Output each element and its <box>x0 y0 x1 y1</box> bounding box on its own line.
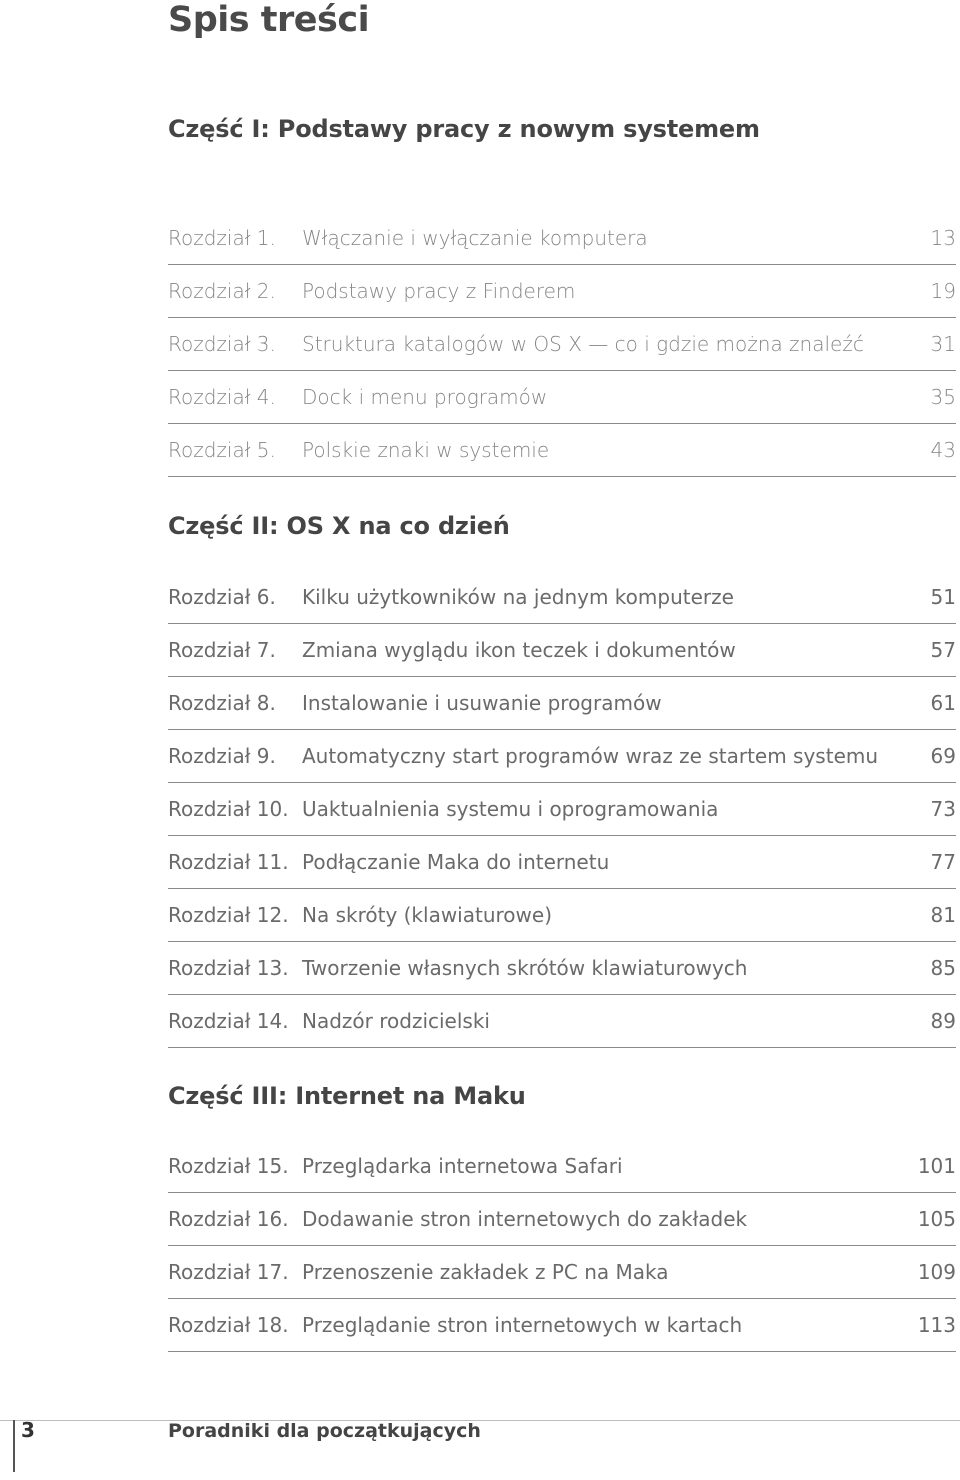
part-2-heading: Część II: OS X na co dzień <box>168 512 510 540</box>
chapter-title: Polskie znaki w systemie <box>302 438 550 462</box>
toc-row[interactable] <box>168 318 956 371</box>
toc-row[interactable] <box>168 1299 956 1352</box>
chapter-number: Rozdział 4. <box>168 385 276 409</box>
part-1-heading: Część I: Podstawy pracy z nowym systemem <box>168 115 760 143</box>
chapter-page: 77 <box>930 850 956 874</box>
page-title: Spis treści <box>168 0 370 40</box>
chapter-number: Rozdział 17. <box>168 1260 289 1284</box>
chapter-number: Rozdział 10. <box>168 797 289 821</box>
chapter-number: Rozdział 13. <box>168 956 289 980</box>
chapter-page: 109 <box>917 1260 956 1284</box>
chapter-title: Tworzenie własnych skrótów klawiaturowych <box>302 956 748 980</box>
toc-row[interactable] <box>168 571 956 624</box>
chapter-page: 43 <box>930 438 956 462</box>
part-3-heading: Część III: Internet na Maku <box>168 1082 526 1110</box>
toc-row[interactable] <box>168 1246 956 1299</box>
toc-row[interactable] <box>168 942 956 995</box>
chapter-number: Rozdział 12. <box>168 903 289 927</box>
chapter-page: 101 <box>917 1154 956 1178</box>
chapter-number: Rozdział 16. <box>168 1207 289 1231</box>
toc-row[interactable] <box>168 371 956 424</box>
chapter-title: Podstawy pracy z Finderem <box>302 279 576 303</box>
part-1-chapter-list <box>168 212 956 477</box>
chapter-page: 89 <box>930 1009 956 1033</box>
chapter-number: Rozdział 2. <box>168 279 276 303</box>
chapter-title: Nadzór rodzicielski <box>302 1009 490 1033</box>
part-3-chapter-list <box>168 1140 956 1352</box>
chapter-title: Podłączanie Maka do internetu <box>302 850 610 874</box>
chapter-title: Dock i menu programów <box>302 385 548 409</box>
toc-row[interactable] <box>168 624 956 677</box>
toc-row[interactable] <box>168 265 956 318</box>
toc-row[interactable] <box>168 995 956 1048</box>
footer-series-title: Poradniki dla początkujących <box>168 1420 481 1442</box>
toc-row[interactable] <box>168 783 956 836</box>
chapter-title: Automatyczny start programów wraz ze startem systemu <box>302 744 879 768</box>
chapter-number: Rozdział 6. <box>168 585 276 609</box>
chapter-title: Zmiana wyglądu ikon teczek i dokumentów <box>302 638 736 662</box>
chapter-page: 113 <box>917 1313 956 1337</box>
toc-row[interactable] <box>168 1193 956 1246</box>
part-2-chapter-list <box>168 571 956 1048</box>
chapter-title: Uaktualnienia systemu i oprogramowania <box>302 797 719 821</box>
chapter-title: Przenoszenie zakładek z PC na Maka <box>302 1260 669 1284</box>
chapter-number: Rozdział 14. <box>168 1009 289 1033</box>
chapter-page: 85 <box>930 956 956 980</box>
chapter-number: Rozdział 8. <box>168 691 276 715</box>
chapter-page: 51 <box>930 585 956 609</box>
footer-page-number: 3 <box>21 1418 35 1442</box>
toc-row[interactable] <box>168 730 956 783</box>
chapter-number: Rozdział 9. <box>168 744 276 768</box>
toc-row[interactable] <box>168 424 956 477</box>
chapter-page: 19 <box>930 279 956 303</box>
footer-marker <box>13 1420 15 1472</box>
toc-row[interactable] <box>168 889 956 942</box>
chapter-number: Rozdział 5. <box>168 438 276 462</box>
chapter-number: Rozdział 3. <box>168 332 276 356</box>
chapter-title: Instalowanie i usuwanie programów <box>302 691 662 715</box>
chapter-title: Włączanie i wyłączanie komputera <box>302 226 648 250</box>
chapter-page: 69 <box>930 744 956 768</box>
chapter-number: Rozdział 11. <box>168 850 289 874</box>
chapter-number: Rozdział 18. <box>168 1313 289 1337</box>
chapter-title: Na skróty (klawiaturowe) <box>302 903 552 927</box>
chapter-title: Przeglądarka internetowa Safari <box>302 1154 623 1178</box>
chapter-page: 73 <box>930 797 956 821</box>
chapter-title: Kilku użytkowników na jednym komputerze <box>302 585 734 609</box>
chapter-title: Przeglądanie stron internetowych w kartach <box>302 1313 743 1337</box>
chapter-title: Dodawanie stron internetowych do zakładek <box>302 1207 748 1231</box>
chapter-number: Rozdział 1. <box>168 226 276 250</box>
toc-row[interactable] <box>168 677 956 730</box>
toc-row[interactable] <box>168 212 956 265</box>
chapter-page: 105 <box>917 1207 956 1231</box>
chapter-page: 13 <box>930 226 956 250</box>
toc-row[interactable] <box>168 836 956 889</box>
chapter-page: 31 <box>930 332 956 356</box>
chapter-page: 57 <box>930 638 956 662</box>
chapter-page: 35 <box>930 385 956 409</box>
chapter-number: Rozdział 7. <box>168 638 276 662</box>
chapter-number: Rozdział 15. <box>168 1154 289 1178</box>
chapter-page: 81 <box>930 903 956 927</box>
toc-row[interactable] <box>168 1140 956 1193</box>
chapter-title: Struktura katalogów w OS X — co i gdzie można znaleźć <box>302 332 864 356</box>
chapter-page: 61 <box>930 691 956 715</box>
